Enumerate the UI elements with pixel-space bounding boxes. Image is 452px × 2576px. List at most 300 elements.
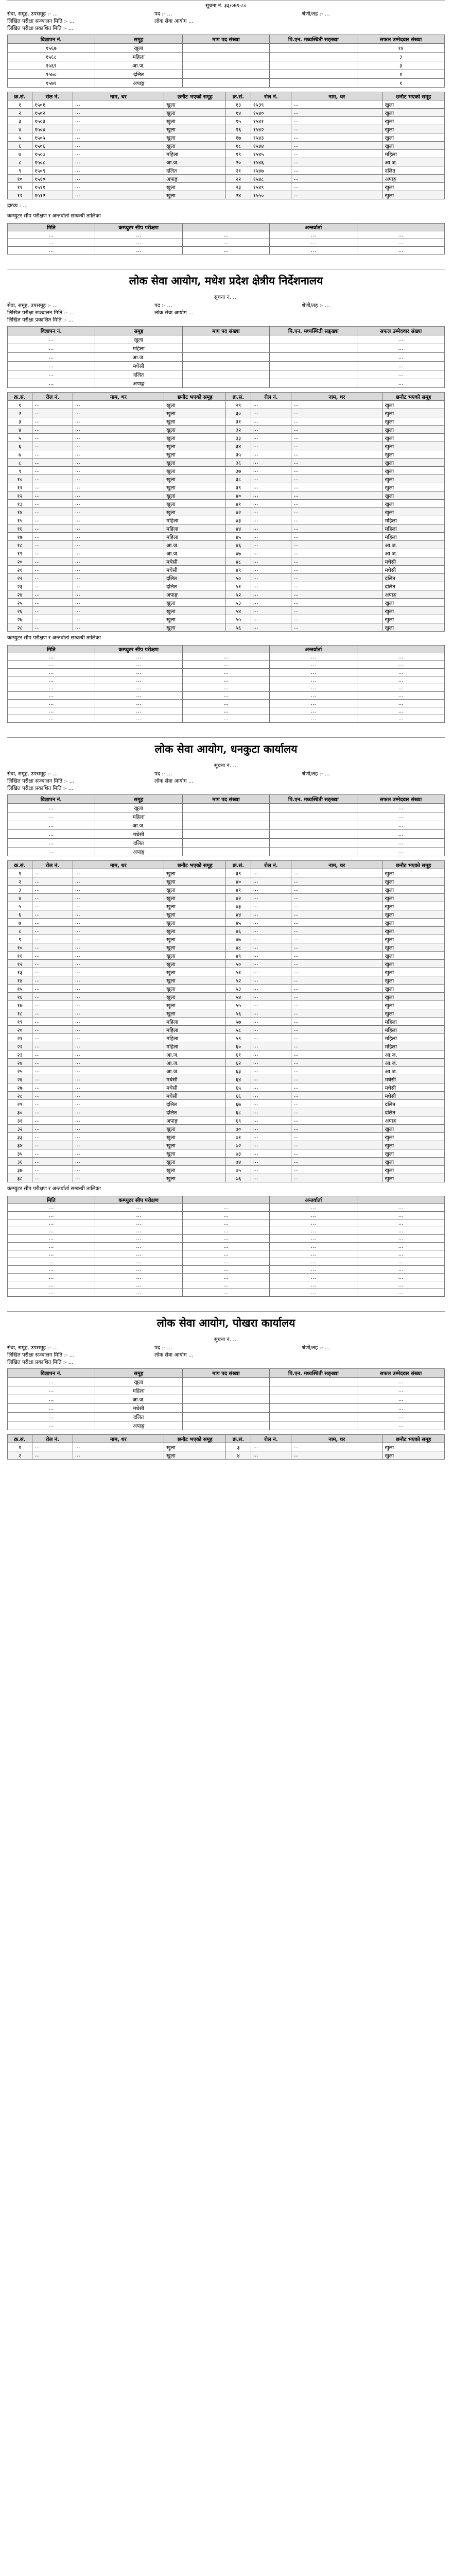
table-cell: ३० [8, 1108, 32, 1116]
meta-column [154, 11, 298, 32]
table-cell: … [291, 943, 383, 952]
table-cell: … [251, 1116, 291, 1125]
table-cell: महिला [383, 150, 444, 158]
table-cell: … [32, 417, 73, 426]
summary-cell: खुला [95, 44, 182, 53]
table-cell: ५ [8, 434, 32, 442]
table-cell: … [32, 1443, 73, 1451]
table-cell: २० [8, 1026, 32, 1034]
schedule-cell: … [182, 653, 270, 661]
table-cell: खुला [164, 1001, 226, 1009]
table-cell: ७ [8, 150, 32, 158]
table-cell: खुला [383, 943, 444, 952]
table-cell: खुला [383, 623, 444, 632]
table-cell: … [251, 483, 291, 492]
table-cell: २७ [8, 1083, 32, 1092]
table-cell: १७ [8, 1001, 32, 1009]
schedule-cell: … [357, 661, 445, 669]
table-cell: … [291, 467, 383, 475]
summary-header-cell: सफल उम्मेदवार संख्या [357, 327, 445, 335]
table-row [8, 549, 445, 557]
table-cell: आ.ज. [383, 541, 444, 549]
summary-cell [270, 812, 357, 821]
schedule-cell: … [8, 715, 95, 723]
table-cell: … [32, 985, 73, 993]
table-cell: १६ [226, 125, 251, 133]
table-cell: … [32, 615, 73, 623]
table-row [8, 607, 445, 615]
summary-cell: … [357, 353, 445, 362]
table-cell: आ.ज. [164, 549, 226, 557]
schedule-cell: … [182, 707, 270, 715]
table-row [8, 952, 445, 960]
summary-cell: मधेसी [95, 1404, 182, 1413]
table-cell: ५९ [226, 1034, 251, 1042]
schedule-header-cell [357, 1196, 445, 1204]
candidate-table [7, 92, 445, 199]
table-cell: ४५ [226, 533, 251, 541]
meta-column [7, 1345, 150, 1366]
table-cell: … [32, 442, 73, 450]
table-cell: १० [8, 475, 32, 483]
summary-cell: मधेसी [95, 362, 182, 370]
note-line: कम्प्युटर सीप परीक्षण र अन्तर्वार्ता सम्बन्धी तालिका [7, 635, 101, 641]
table-cell: ६० [226, 1042, 251, 1050]
notice-section [7, 737, 445, 1297]
summary-cell: … [357, 379, 445, 388]
table-row [8, 623, 445, 632]
table-cell: … [251, 450, 291, 459]
summary-cell: … [8, 353, 95, 362]
table-cell: … [73, 1149, 164, 1158]
table-cell: … [73, 599, 164, 607]
schedule-cell: … [8, 239, 95, 247]
table-cell: आ.ज. [383, 549, 444, 557]
table-cell: … [32, 1158, 73, 1166]
table-cell: ७५ [226, 1166, 251, 1174]
table-cell: २४ [8, 590, 32, 599]
summary-cell: १५७० [8, 70, 95, 79]
table-cell: खुला [164, 125, 226, 133]
schedule-header-cell: अन्तर्वार्ता [270, 646, 357, 653]
schedule-cell: … [357, 715, 445, 723]
table-cell: खुला [164, 401, 226, 409]
table-cell: आ.ज. [383, 1067, 444, 1075]
table-cell: … [251, 968, 291, 976]
table-cell: १० [8, 175, 32, 183]
table-cell: … [73, 1092, 164, 1100]
schedule-cell: … [182, 669, 270, 676]
table-cell: खुला [164, 1149, 226, 1158]
candidate-table [7, 1434, 445, 1460]
schedule-cell: … [357, 684, 445, 692]
table-cell: ४० [226, 877, 251, 886]
summary-header-cell: पि.एन. मध्यस्थिती सङ्ख्या [270, 35, 357, 44]
table-cell: ३३ [226, 434, 251, 442]
table-cell: खुला [164, 1133, 226, 1141]
table-row [8, 1018, 445, 1026]
table-cell: … [32, 877, 73, 886]
schedule-cell: … [357, 1204, 445, 1212]
schedule-cell: … [95, 1281, 182, 1289]
table-cell: १५४२ [251, 125, 291, 133]
table-cell: २० [8, 557, 32, 566]
table-cell: १५०५ [32, 133, 73, 142]
table-cell: … [73, 549, 164, 557]
summary-header-cell: विज्ञापन नं. [8, 795, 95, 804]
table-cell: … [251, 886, 291, 894]
table-cell: ४६ [226, 541, 251, 549]
summary-cell: … [357, 370, 445, 379]
table-cell: … [32, 902, 73, 910]
table-cell: … [291, 1009, 383, 1018]
table-row [8, 166, 445, 175]
table-cell: … [32, 475, 73, 483]
notice-section [7, 1311, 445, 1460]
schedule-cell: … [357, 1281, 445, 1289]
notice-number: सूचना नं. … [214, 1337, 238, 1343]
meta-column [302, 771, 445, 792]
candidate-head [8, 1435, 445, 1443]
schedule-cell: … [270, 653, 357, 661]
schedule-header-cell [357, 224, 445, 231]
table-row [8, 450, 445, 459]
candidate-header-cell: छनौट भएको समूह [164, 393, 226, 401]
schedule-cell: … [270, 700, 357, 707]
summary-row [8, 1386, 445, 1395]
table-cell: … [73, 877, 164, 886]
candidate-header-cell: क्र.सं. [8, 393, 32, 401]
table-cell: खुला [383, 426, 444, 434]
meta-line: लिखित परीक्षा प्रकाशित मिति :- … [7, 786, 74, 791]
table-cell: १५४९ [251, 183, 291, 191]
table-cell: ७१ [226, 1133, 251, 1141]
table-cell: … [73, 952, 164, 960]
table-cell: खुला [164, 409, 226, 417]
meta-column [7, 11, 150, 32]
schedule-cell: … [182, 676, 270, 684]
summary-header-cell: समूह [95, 1369, 182, 1378]
table-cell: … [291, 117, 383, 125]
summary-row [8, 1421, 445, 1430]
schedule-header-cell [182, 1196, 270, 1204]
table-cell: ४३ [226, 902, 251, 910]
table-cell: … [291, 927, 383, 935]
table-row [8, 877, 445, 886]
meta-line: सेवा, समूह, उपसमूह :- … [7, 303, 58, 309]
schedule-cell: … [95, 700, 182, 707]
table-cell: … [251, 1050, 291, 1059]
schedule-cell: … [8, 1212, 95, 1219]
table-row [8, 993, 445, 1001]
schedule-cell: … [270, 1212, 357, 1219]
schedule-cell: … [8, 669, 95, 676]
summary-cell [182, 1386, 270, 1395]
schedule-cell: … [357, 653, 445, 661]
summary-cell: १५६७ [8, 44, 95, 53]
table-cell: … [291, 976, 383, 985]
table-cell: … [251, 442, 291, 450]
summary-cell: १५६८ [8, 53, 95, 61]
table-cell: … [291, 191, 383, 199]
table-cell: अपाङ्ग [164, 1116, 226, 1125]
table-cell: ५६ [226, 623, 251, 632]
table-cell: … [32, 1141, 73, 1149]
table-cell: … [251, 549, 291, 557]
summary-cell: १५६९ [8, 61, 95, 70]
summary-cell [270, 839, 357, 848]
table-cell: ३२ [226, 426, 251, 434]
summary-table [7, 794, 445, 856]
candidate-header-row [8, 861, 445, 869]
meta-line: लिखित परीक्षा प्रकाशित मिति :- … [7, 317, 74, 323]
table-row [8, 1108, 445, 1116]
table-row [8, 1034, 445, 1042]
table-cell: … [291, 1100, 383, 1108]
schedule-row [8, 684, 445, 692]
table-cell: खुला [383, 910, 444, 919]
summary-cell [270, 353, 357, 362]
table-row [8, 557, 445, 566]
table-cell: ३८ [8, 1174, 32, 1182]
table-cell: आ.ज. [164, 1067, 226, 1075]
table-cell: … [32, 952, 73, 960]
table-row [8, 442, 445, 450]
candidate-header-cell: छनौट भएको समूह [383, 393, 444, 401]
table-cell: महिला [164, 516, 226, 524]
table-cell: २ [8, 1451, 32, 1460]
table-cell: १० [8, 943, 32, 952]
table-cell: … [32, 1009, 73, 1018]
table-cell: १ [8, 1443, 32, 1451]
table-cell: … [251, 1009, 291, 1018]
summary-cell [182, 53, 270, 61]
summary-cell: … [357, 1421, 445, 1430]
schedule-row [8, 239, 445, 247]
table-row [8, 401, 445, 409]
table-cell: … [291, 1050, 383, 1059]
summary-table [7, 326, 445, 388]
candidate-header-cell: क्र.सं. [8, 861, 32, 869]
meta-line: सेवा, समूह, उपसमूह :- … [7, 1345, 58, 1351]
table-cell: … [291, 1075, 383, 1083]
schedule-cell: … [270, 661, 357, 669]
table-cell: … [32, 927, 73, 935]
schedule-cell: … [357, 1258, 445, 1266]
table-cell: खुला [164, 968, 226, 976]
summary-cell: … [8, 830, 95, 839]
table-cell: … [251, 459, 291, 467]
table-cell: खुला [383, 483, 444, 492]
schedule-row [8, 247, 445, 255]
table-cell: खुला [383, 442, 444, 450]
meta-line: लोक सेवा आयोग … [154, 310, 194, 316]
table-cell: खुला [383, 409, 444, 417]
table-cell: खुला [164, 599, 226, 607]
table-cell: खुला [164, 117, 226, 125]
candidate-table [7, 860, 445, 1182]
table-cell: अपाङ्ग [164, 590, 226, 599]
table-cell: ३८ [226, 475, 251, 483]
table-cell: खुला [164, 508, 226, 516]
schedule-cell: … [270, 684, 357, 692]
table-cell: … [73, 894, 164, 902]
table-cell: खुला [383, 886, 444, 894]
schedule-cell: … [357, 1212, 445, 1219]
summary-cell: ३ [357, 61, 445, 70]
summary-cell [270, 848, 357, 856]
table-cell: १३ [226, 100, 251, 109]
table-cell: … [73, 1026, 164, 1034]
table-cell: खुला [383, 976, 444, 985]
table-row [8, 1443, 445, 1451]
table-row [8, 1116, 445, 1125]
table-cell: ४८ [226, 557, 251, 566]
meta-line: सेवा, समूह, उपसमूह :- … [7, 771, 58, 777]
schedule-header-cell: मिति [8, 1196, 95, 1204]
summary-cell: दलित [95, 839, 182, 848]
table-cell: … [32, 1174, 73, 1182]
schedule-cell: … [270, 231, 357, 239]
table-row [8, 1050, 445, 1059]
table-row [8, 125, 445, 133]
table-cell: खुला [164, 615, 226, 623]
table-cell: … [291, 1067, 383, 1075]
table-cell: १६ [8, 524, 32, 533]
summary-cell [182, 335, 270, 344]
schedule-row [8, 669, 445, 676]
table-cell: … [32, 869, 73, 877]
table-cell: ५५ [226, 1001, 251, 1009]
table-cell: ५४ [226, 607, 251, 615]
candidate-header-cell: छनौट भएको समूह [383, 1435, 444, 1443]
table-cell: … [32, 1149, 73, 1158]
table-cell: २३ [8, 1050, 32, 1059]
table-cell: … [32, 1108, 73, 1116]
table-row [8, 175, 445, 183]
summary-header-cell: माग पद संख्या [182, 327, 270, 335]
table-row [8, 426, 445, 434]
table-cell: मधेसी [164, 1075, 226, 1083]
table-cell: … [32, 623, 73, 632]
table-row [8, 886, 445, 894]
summary-cell [182, 1421, 270, 1430]
schedule-cell: … [8, 1274, 95, 1281]
table-row [8, 1067, 445, 1075]
summary-cell: दलित [95, 370, 182, 379]
table-cell: … [32, 886, 73, 894]
table-cell: खुला [164, 500, 226, 508]
table-cell: … [73, 158, 164, 166]
table-cell: ३१ [226, 417, 251, 426]
table-cell: ४५ [226, 919, 251, 927]
table-cell: … [73, 968, 164, 976]
note-line: कम्प्युटर सीप परीक्षण र अन्तर्वार्ता सम्बन्धी तालिका [7, 1186, 101, 1192]
table-cell: … [73, 483, 164, 492]
summary-cell: ३ [357, 53, 445, 61]
schedule-cell: … [8, 676, 95, 684]
schedule-cell: … [182, 1227, 270, 1235]
table-cell: … [32, 1001, 73, 1009]
summary-header-cell: विज्ञापन नं. [8, 327, 95, 335]
table-cell: … [251, 607, 291, 615]
table-cell: … [73, 434, 164, 442]
candidate-header-cell: क्र.सं. [226, 393, 251, 401]
table-row [8, 566, 445, 574]
table-cell: ४७ [226, 549, 251, 557]
table-row [8, 524, 445, 533]
summary-cell: महिला [95, 1386, 182, 1395]
summary-cell [182, 44, 270, 53]
schedule-row [8, 1250, 445, 1258]
summary-cell [270, 830, 357, 839]
meta-line: पद :- … [154, 11, 172, 17]
summary-header-row [8, 327, 445, 335]
table-cell: … [251, 1133, 291, 1141]
schedule-cell: … [270, 1219, 357, 1227]
table-cell: … [291, 1174, 383, 1182]
schedule-cell: … [95, 239, 182, 247]
table-cell: … [291, 599, 383, 607]
notice-section [7, 0, 445, 255]
table-cell: … [73, 919, 164, 927]
table-cell: खुला [164, 191, 226, 199]
table-cell: … [73, 100, 164, 109]
table-cell: … [251, 1100, 291, 1108]
table-cell: दलित [164, 166, 226, 175]
table-row [8, 516, 445, 524]
table-cell: खुला [164, 483, 226, 492]
table-cell: महिला [383, 1026, 444, 1034]
schedule-cell: … [182, 1281, 270, 1289]
schedule-cell: … [182, 1258, 270, 1266]
table-row [8, 483, 445, 492]
table-cell: … [73, 1018, 164, 1026]
schedule-cell: … [95, 676, 182, 684]
summary-cell: महिला [95, 53, 182, 61]
summary-cell: … [357, 1404, 445, 1413]
table-cell: १५४४ [251, 142, 291, 150]
table-cell: ६२ [226, 1059, 251, 1067]
schedule-cell: … [182, 1204, 270, 1212]
schedule-cell: … [270, 1227, 357, 1235]
table-cell: … [73, 1009, 164, 1018]
table-row [8, 150, 445, 158]
table-cell: … [73, 150, 164, 158]
table-cell: … [251, 401, 291, 409]
table-row [8, 417, 445, 426]
table-cell: खुला [164, 133, 226, 142]
summary-header-cell: पि.एन. मध्यस्थिती सङ्ख्या [270, 327, 357, 335]
table-cell: ५५ [226, 615, 251, 623]
table-cell: खुला [383, 1166, 444, 1174]
table-row [8, 1100, 445, 1108]
table-cell: … [32, 467, 73, 475]
table-cell: … [291, 183, 383, 191]
candidate-header-cell: रोल नं. [251, 861, 291, 869]
table-cell: खुला [383, 869, 444, 877]
table-cell: १ [8, 100, 32, 109]
table-cell: ३७ [8, 1166, 32, 1174]
table-cell: ४ [8, 125, 32, 133]
table-row [8, 1001, 445, 1009]
schedule-table [7, 223, 445, 255]
summary-cell: मधेसी [95, 830, 182, 839]
table-cell: … [73, 175, 164, 183]
table-cell: … [291, 1018, 383, 1026]
table-cell: … [73, 1050, 164, 1059]
table-cell: महिला [164, 150, 226, 158]
